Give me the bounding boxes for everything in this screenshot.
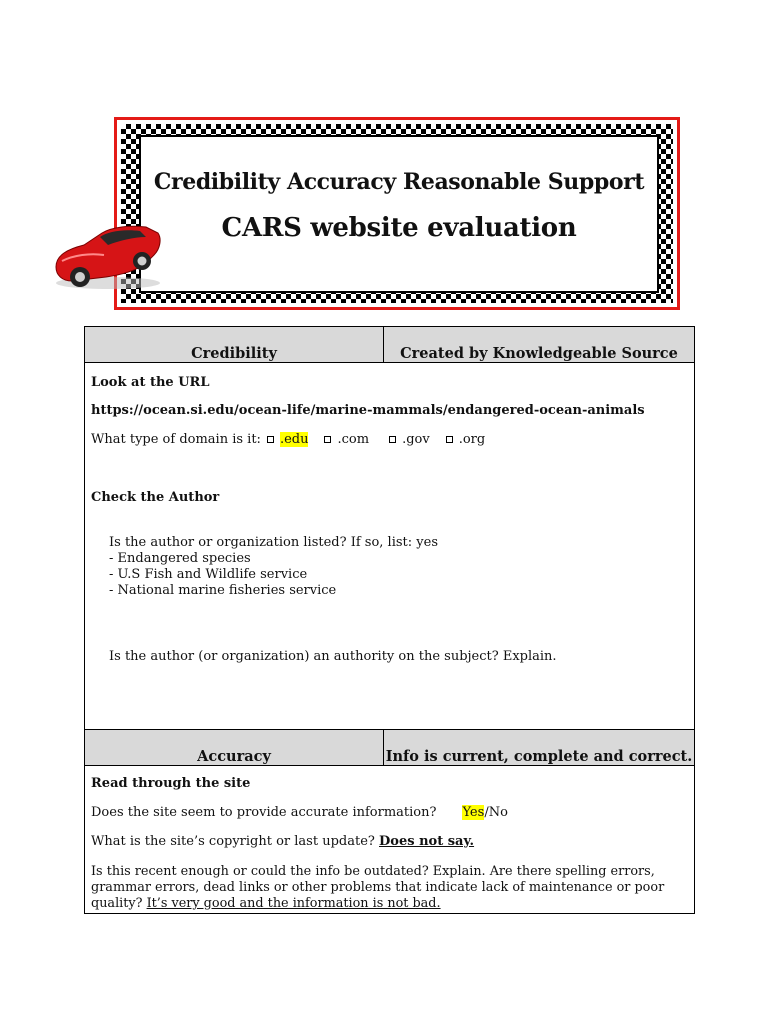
checkbox-icon[interactable] (446, 436, 453, 443)
accurate-question: Does the site seem to provide accurate information? (91, 805, 437, 820)
copyright-answer: Does not say. (379, 834, 475, 849)
author-list-item: - Endangered species (109, 551, 251, 566)
title-banner (114, 117, 680, 310)
recent-question-block (91, 864, 686, 912)
checkbox-icon[interactable] (324, 436, 331, 443)
red-sports-car-icon (50, 215, 165, 295)
author-heading: Check the Author (91, 490, 220, 505)
accuracy-header-row (85, 729, 694, 766)
author-question: Is the author or organization listed? If so, list: yes (109, 535, 438, 550)
accurate-question-row (91, 805, 686, 821)
knowledgeable-source-header: Created by Knowledgeable Source (400, 345, 678, 362)
read-site-heading: Read through the site (91, 776, 251, 791)
domain-option-com[interactable]: .com (337, 432, 370, 447)
domain-option-org[interactable]: .org (458, 432, 486, 447)
accuracy-header: Accuracy (197, 748, 271, 765)
checkbox-icon[interactable] (389, 436, 396, 443)
copyright-question: What is the site’s copyright or last update? (91, 834, 375, 849)
authority-question: Is the author (or organization) an authority on the subject? Explain. (109, 649, 557, 664)
recent-answer: It’s very good and the information is not bad. (146, 896, 441, 911)
domain-question: What type of domain is it: (91, 432, 261, 447)
current-info-header: Info is current, complete and correct. (385, 748, 693, 765)
banner-title: Credibility Accuracy Reasonable Support (153, 169, 645, 195)
accurate-yes: Yes (462, 805, 485, 820)
credibility-header-row (85, 327, 694, 363)
banner-panel (139, 135, 659, 293)
cars-evaluation-table (84, 326, 695, 914)
copyright-row (91, 834, 686, 850)
url-text: https://ocean.si.edu/ocean-life/marine-mammals/endangered-ocean-animals (91, 403, 645, 418)
recent-question: Is this recent enough or could the info be outdated? Explain. Are there spelling errors, grammar errors, dead links or other problems that indicate lack of maintenance or poor quality? (91, 864, 665, 911)
author-list-item: - National marine fisheries service (109, 583, 337, 598)
banner-subtitle: CARS website evaluation (221, 213, 577, 243)
domain-question-row (91, 432, 686, 448)
domain-option-edu[interactable]: .edu (279, 432, 309, 447)
author-list-item: - U.S Fish and Wildlife service (109, 567, 308, 582)
url-heading: Look at the URL (91, 375, 210, 390)
domain-option-gov[interactable]: .gov (402, 432, 430, 447)
accurate-no: /No (484, 805, 508, 820)
checkbox-icon[interactable] (267, 436, 274, 443)
credibility-header: Credibility (191, 345, 277, 362)
